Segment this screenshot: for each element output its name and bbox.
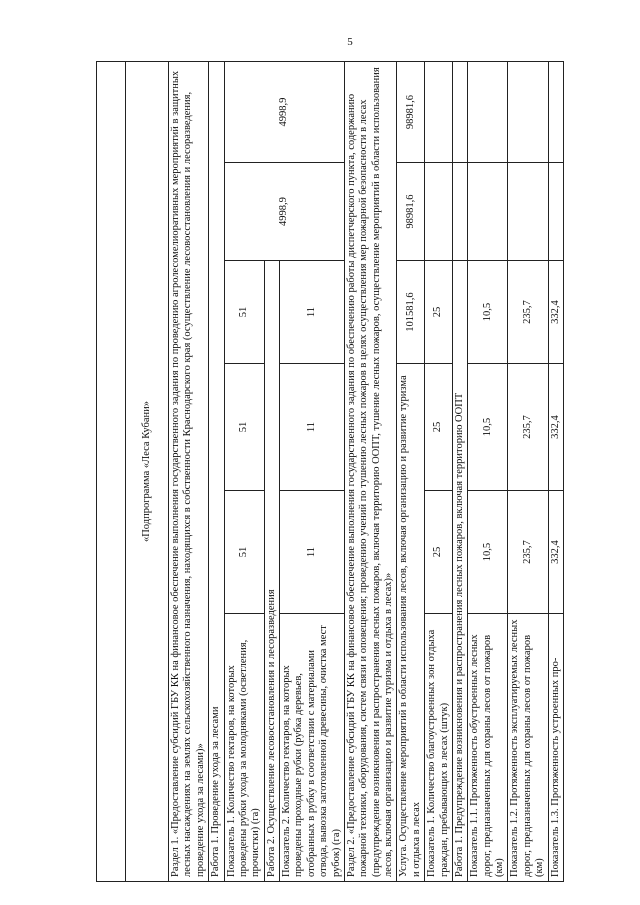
empty-cell xyxy=(452,62,467,163)
section2-indicator12-value-2: 235,7 xyxy=(508,364,548,491)
section1-indicator1-value-1: 51 xyxy=(224,491,264,614)
section2-indicator11-label: Показатель 1.1. Протяженность обустроенных лесных дорог, предназначенных для охраны лесов от пожаров (км) xyxy=(468,614,508,882)
empty-cell xyxy=(508,163,548,261)
section1-funding-1: 4998,9 xyxy=(224,163,344,261)
section2-indicator1-value-1: 25 xyxy=(425,491,453,614)
section2-indicator12-label: Показатель 1.2. Протяженность эксплуатируемых лесных дорог, предназначенных для охраны лесов от пожаров (км) xyxy=(508,614,548,882)
section2-indicator11-value-2: 10,5 xyxy=(468,364,508,491)
section2-indicator11-value-3: 10,5 xyxy=(468,261,508,364)
section2-funding-3: 98981,6 xyxy=(397,62,425,163)
section1-indicator2-value-1: 11 xyxy=(280,491,345,614)
empty-cell xyxy=(468,62,508,163)
section1-work1-title: Работа 1. Проведение ухода за лесами xyxy=(209,62,224,882)
section1-indicator1-value-2: 51 xyxy=(224,364,264,491)
section1-indicator2-value-3: 11 xyxy=(280,261,345,364)
section2-indicator11-value-1: 10,5 xyxy=(468,491,508,614)
empty-cell xyxy=(548,62,563,163)
empty-header-row xyxy=(97,62,126,882)
section2-indicator12-value-1: 235,7 xyxy=(508,491,548,614)
page-number: 5 xyxy=(347,36,353,48)
section1-work2-title: Работа 2. Осуществление лесовосстановления и лесоразведения xyxy=(264,261,279,882)
section2-indicator1-value-2: 25 xyxy=(425,364,453,491)
section2-indicator13-label: Показатель 1.3. Протяженность устроенных про- xyxy=(548,614,563,882)
empty-cell xyxy=(425,163,453,261)
section1-indicator1-label: Показатель 1. Количество гектаров, на которых проведены рубки ухода за молодняками (осветления, прочистки) (га) xyxy=(224,614,264,882)
section2-indicator1-value-3: 25 xyxy=(425,261,453,364)
empty-cell xyxy=(452,163,467,261)
section1-indicator2-label: Показатель 2. Количество гектаров, на которых проведены проходные рубки (рубка деревьев, отобранных в рубку в соответствии с материалами отвода, вывозка заготовленной древесины, очистка мест рубок) (га) xyxy=(280,614,345,882)
empty-cell xyxy=(548,163,563,261)
section2-text: Раздел 2. «Предоставление субсидий ГБУ КК на финансовое обеспечение выполнения государственного задания по обеспечению работы диспетчерского пункта, содержанию пожарной техники, оборудования, систем связи и оповещения; проведению учений по тушению лесных пожаров в целях осуществления мер пожарной безопасности в лесах (предупреждение возникновения и распространения лесных пожаров, включая территорию ООПТ, тушение лесных пожаров, осуществление мероприятий в области использования лесов, включая организацию и развитие туризма и отдыха в лесах)» xyxy=(344,62,397,882)
rotated-table-container xyxy=(96,62,601,882)
section2-work1-title: Работа 1. Предупреждение возникновения и распространения лесных пожаров, включая территорию ООПТ xyxy=(452,261,467,882)
section2-indicator13-value-2: 332,4 xyxy=(548,364,563,491)
section1-indicator1-value-3: 51 xyxy=(224,261,264,364)
section2-indicator1-label: Показатель 1. Количество благоустроенных зон отдыха граждан, пребывающих в лесах (штук) xyxy=(425,614,453,882)
section2-funding-2: 98981,6 xyxy=(397,163,425,261)
section2-funding-1: 101581,6 xyxy=(397,261,425,364)
section2-indicator13-value-1: 332,4 xyxy=(548,491,563,614)
subprogram-table xyxy=(96,61,564,882)
empty-cell xyxy=(468,163,508,261)
section1-text: Раздел 1. «Предоставление субсидий ГБУ КК на финансовое обеспечение выполнения государственного задания по проведению агролесомелиоративных мероприятий в защитных лесных насаждениях на землях сельскохозяйственного назначения, находящихся в собственности Краснодарского края (осуществление лесовосстановления и лесоразведения, проведение ухода за лесами)» xyxy=(169,62,209,882)
empty-cell xyxy=(425,62,453,163)
section1-funding-2: 4998,9 xyxy=(224,62,344,163)
section1-indicator2-value-2: 11 xyxy=(280,364,345,491)
section2-indicator12-value-3: 235,7 xyxy=(508,261,548,364)
section2-service-title: Услуга. Осуществление мероприятий в области использования лесов, включая организацию и развитие туризма и отдыха в лесах xyxy=(397,364,425,882)
section2-indicator13-value-3: 332,4 xyxy=(548,261,563,364)
empty-cell xyxy=(508,62,548,163)
program-title: «Подпрограмма «Леса Кубани» xyxy=(126,62,169,882)
